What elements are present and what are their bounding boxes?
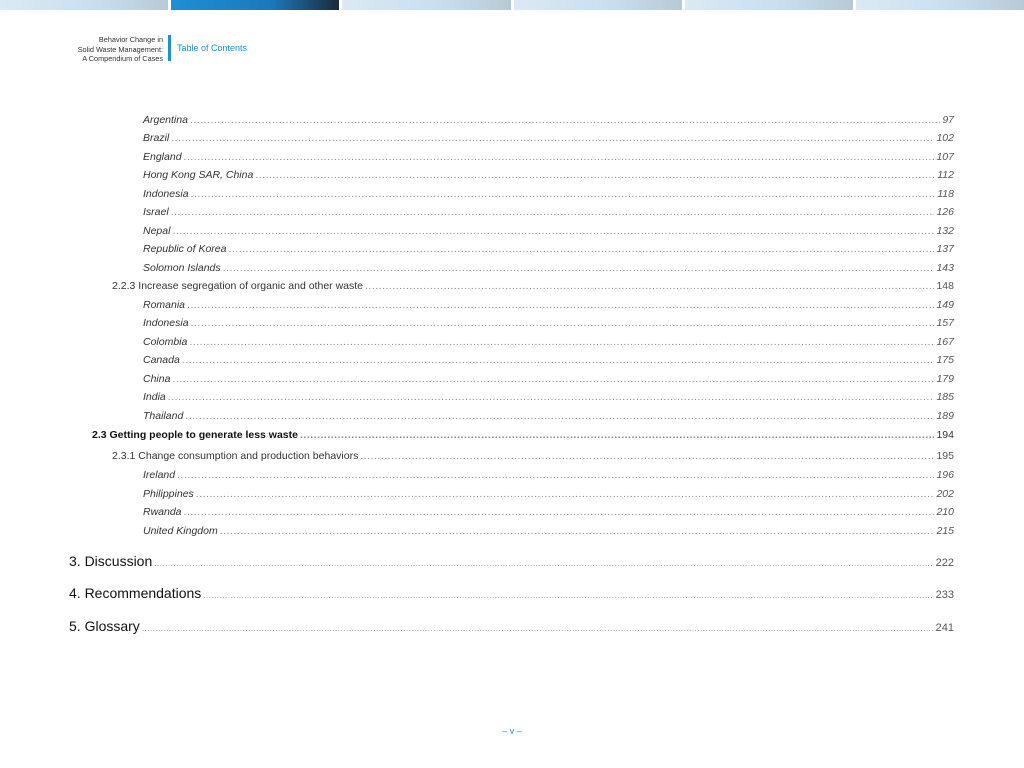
toc-entry-title: Philippines — [143, 488, 194, 500]
toc-entry-title: 3. Discussion — [69, 553, 153, 569]
toc-entry-title: 2.3.1 Change consumption and production behaviors — [112, 450, 359, 462]
toc-entry-title: Nepal — [143, 225, 171, 237]
toc-entry-title: 2.3 Getting people to generate less waste — [92, 429, 298, 441]
toc-entry-page: 189 — [936, 410, 954, 422]
toc-entry-page: 175 — [936, 354, 954, 366]
band-segment — [0, 0, 168, 10]
publication-title-line: A Compendium of Cases — [82, 54, 163, 63]
toc-entry[interactable] — [143, 488, 954, 500]
toc-entry[interactable] — [143, 262, 954, 274]
toc-subsection[interactable] — [112, 450, 954, 462]
toc-entry-page: 126 — [936, 206, 954, 218]
toc-entry[interactable] — [143, 151, 954, 163]
leader-dots — [185, 410, 934, 422]
toc-entry-title: Hong Kong SAR, China — [143, 169, 254, 181]
leader-dots — [196, 488, 935, 500]
leader-dots — [220, 525, 935, 537]
leader-dots — [187, 299, 934, 311]
header-divider — [168, 35, 171, 61]
band-segment — [685, 0, 853, 10]
leader-dots — [190, 114, 940, 126]
toc-entry-page: 118 — [937, 188, 954, 200]
toc-entry-title: 5. Glossary — [69, 618, 140, 634]
toc-entry-title: Colombia — [143, 336, 188, 348]
toc-entry-title: Ireland — [143, 469, 176, 481]
leader-dots — [184, 506, 935, 518]
leader-dots — [168, 391, 935, 403]
leader-dots — [223, 262, 935, 274]
toc-entry-title: 2.2.3 Increase segregation of organic and other waste — [112, 280, 363, 292]
leader-dots — [191, 188, 936, 200]
toc-entry[interactable] — [143, 317, 954, 329]
toc-section[interactable] — [92, 429, 954, 441]
toc-entry-page: 179 — [936, 373, 954, 385]
toc-entry[interactable] — [143, 114, 954, 126]
toc-entry-page: 107 — [936, 151, 954, 163]
toc-entry-title: 4. Recommendations — [69, 585, 202, 601]
publication-title-line: Solid Waste Management: — [77, 44, 163, 54]
leader-dots — [189, 336, 934, 348]
leader-dots — [177, 469, 934, 481]
toc-entry-title: Republic of Korea — [143, 243, 227, 255]
band-segment-active — [171, 0, 339, 10]
toc-entry[interactable] — [143, 299, 954, 311]
toc-entry-page: 202 — [936, 488, 954, 500]
leader-dots — [360, 450, 934, 462]
band-segment — [514, 0, 682, 10]
leader-dots — [154, 559, 933, 568]
toc-entry[interactable] — [143, 354, 954, 366]
toc-entry[interactable] — [143, 206, 954, 218]
toc-entry-page: 222 — [935, 557, 954, 569]
toc-entry-page: 233 — [935, 589, 954, 601]
toc-entry[interactable] — [143, 373, 954, 385]
toc-entry-page: 196 — [936, 469, 954, 481]
toc-entry-page: 112 — [937, 169, 954, 181]
toc-entry-page: 132 — [936, 225, 954, 237]
toc-entry[interactable] — [143, 132, 954, 144]
toc-entry-title: United Kingdom — [143, 525, 218, 537]
leader-dots — [142, 624, 934, 633]
toc-entry[interactable] — [143, 391, 954, 403]
toc-entry-page: 194 — [936, 429, 954, 441]
toc-entry[interactable] — [143, 169, 954, 181]
toc-entry[interactable] — [143, 410, 954, 422]
leader-dots — [171, 132, 934, 144]
toc-entry-page: 215 — [936, 525, 954, 537]
toc-entry-page: 157 — [936, 317, 954, 329]
toc-entry-title: Argentina — [143, 114, 188, 126]
leader-dots — [172, 373, 934, 385]
toc-entry-title: Brazil — [143, 132, 170, 144]
toc-entry[interactable] — [143, 336, 954, 348]
toc-entry[interactable] — [143, 188, 954, 200]
band-segment — [856, 0, 1024, 10]
toc-entry-page: 102 — [936, 132, 954, 144]
toc-entry[interactable] — [143, 225, 954, 237]
page-number: – v – — [502, 726, 522, 736]
toc-entry[interactable] — [143, 243, 954, 255]
leader-dots — [171, 206, 935, 218]
top-color-band — [0, 0, 1024, 10]
toc-entry-page: 195 — [936, 450, 954, 462]
toc-entry[interactable] — [143, 469, 954, 481]
leader-dots — [184, 151, 935, 163]
toc-entry-title: India — [143, 391, 166, 403]
toc-entry-title: Thailand — [143, 410, 184, 422]
toc-entry-page: 167 — [936, 336, 954, 348]
toc-entry-title: Israel — [143, 206, 169, 218]
leader-dots — [228, 243, 934, 255]
toc-entry[interactable] — [143, 525, 954, 537]
band-segment — [342, 0, 510, 10]
publication-title-line: Behavior Change in — [98, 35, 163, 44]
toc-chapter[interactable] — [69, 618, 954, 634]
toc-entry-title: Solomon Islands — [143, 262, 221, 274]
toc-entry-page: 210 — [936, 506, 954, 518]
leader-dots — [365, 280, 934, 292]
toc-entry-page: 143 — [936, 262, 954, 274]
section-title: Table of Contents — [177, 43, 248, 53]
toc-entry-title: Indonesia — [143, 317, 189, 329]
toc-entry-title: China — [143, 373, 171, 385]
toc-entry-page: 97 — [942, 114, 954, 126]
leader-dots — [203, 591, 933, 600]
toc-subsection[interactable] — [112, 280, 954, 292]
toc-entry-page: 185 — [936, 391, 954, 403]
toc-chapter[interactable] — [69, 585, 954, 601]
leader-dots — [172, 225, 934, 237]
toc-entry-title: Canada — [143, 354, 180, 366]
toc-entry-title: Indonesia — [143, 188, 189, 200]
toc-entry-page: 241 — [935, 622, 954, 634]
toc-entry-page: 149 — [936, 299, 954, 311]
leader-dots — [191, 317, 935, 329]
toc-entry[interactable] — [143, 506, 954, 518]
toc-entry-page: 148 — [936, 280, 954, 292]
leader-dots — [255, 169, 935, 181]
leader-dots — [300, 429, 934, 441]
toc-chapter[interactable] — [69, 553, 954, 569]
toc-entry-title: Rwanda — [143, 506, 182, 518]
toc-entry-page: 137 — [936, 243, 954, 255]
toc-entry-title: England — [143, 151, 182, 163]
leader-dots — [182, 354, 935, 366]
toc-entry-title: Romania — [143, 299, 186, 311]
publication-title — [60, 35, 163, 64]
